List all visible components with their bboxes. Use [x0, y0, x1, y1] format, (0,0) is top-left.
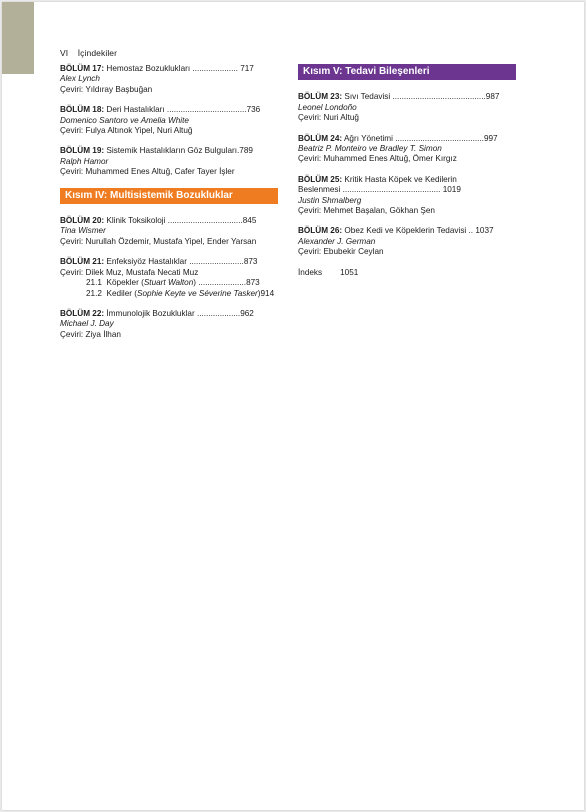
sub-entry-21-1: [60, 278, 280, 288]
sub-number: 21.2: [86, 288, 102, 298]
chapter-label: BÖLÜM 17:: [60, 64, 105, 73]
page-title: İçindekiler: [77, 48, 118, 58]
page-number: VI: [60, 48, 69, 58]
chapter-label: BÖLÜM 26:: [298, 226, 343, 236]
right-column: [298, 64, 518, 278]
index-page: 1051: [340, 267, 359, 277]
chapter-page: 789: [239, 146, 253, 156]
chapter-title: Sistemik Hastalıkların Göz Bulguları.: [106, 146, 240, 156]
chapter-label: BÖLÜM 23:: [298, 92, 343, 102]
chapter-author: Leonel Londoño: [298, 102, 357, 112]
chapter-label: BÖLÜM 24:: [298, 133, 343, 143]
chapter-title: Ağrı Yönetimi .......................................: [343, 133, 484, 143]
chapter-translation: Çeviri: Fulya Altınok Yipel, Nuri Altuğ: [60, 126, 193, 136]
chapter-title: Deri Hastalıkları ...................................: [106, 105, 247, 115]
chapter-translation: Çeviri: Dilek Muz, Mustafa Necati Muz: [60, 267, 199, 277]
chapter-page: 1037: [475, 226, 494, 236]
sub-author: Sophie Keyte ve Séverine Tasker: [137, 288, 258, 298]
toc-entry-22: [60, 309, 280, 340]
chapter-page: 873: [243, 257, 258, 267]
chapter-page: 962: [240, 308, 254, 318]
toc-entry-26: [298, 226, 518, 257]
sub-tail: ): [257, 288, 261, 298]
chapter-label: BÖLÜM 22:: [60, 308, 105, 318]
sub-number: 21.1: [86, 278, 102, 288]
chapter-author: Ralph Hamor: [60, 156, 109, 166]
chapter-title-continued: Beslenmesi ...........................................: [298, 185, 441, 195]
toc-entry-19: [60, 146, 280, 177]
toc-entry-23: [298, 92, 518, 123]
chapter-author: Alex Lynch: [60, 74, 100, 84]
chapter-page: 736: [246, 105, 261, 115]
sub-tail: ) .....................: [193, 278, 247, 288]
chapter-author: Beatriz P. Monteiro ve Bradley T. Simon: [298, 144, 442, 154]
left-column: [60, 64, 280, 350]
chapter-title: Kritik Hasta Köpek ve Kedilerin: [344, 174, 457, 184]
chapter-page: 717: [240, 64, 254, 73]
toc-entry-25: [298, 175, 518, 217]
chapter-author: Alexander J. German: [298, 236, 376, 246]
sub-entry-21-2: [60, 289, 280, 299]
chapter-title: Enfeksiyöz Hastalıklar ........................: [106, 257, 244, 267]
chapter-translation: Çeviri: Ebubekir Ceylan: [298, 247, 384, 257]
chapter-title: Sıvı Tedavisi .........................................: [344, 92, 486, 102]
chapter-title: İmmunolojik Bozukluklar ...................: [106, 308, 241, 318]
toc-entry-18: [60, 105, 280, 136]
sub-title: Köpekler (: [106, 278, 144, 288]
chapter-label: BÖLÜM 25:: [298, 174, 343, 184]
chapter-title: Hemostaz Bozuklukları ....................: [106, 64, 238, 73]
chapter-page: 987: [485, 92, 500, 102]
chapter-title: Klinik Toksikoloji .................................: [106, 216, 243, 226]
chapter-label: BÖLÜM 20:: [60, 216, 105, 226]
index-entry: [298, 268, 518, 278]
index-label: İndeks: [298, 267, 323, 277]
chapter-translation: Çeviri: Nuri Altuğ: [298, 113, 359, 123]
chapter-translation: Çeviri: Muhammed Enes Altuğ, Ömer Kırgız: [298, 154, 457, 164]
toc-entry-21: [60, 257, 280, 299]
chapter-page: 845: [242, 216, 257, 226]
document-page: [2, 2, 584, 810]
chapter-translation: Çeviri: Mehmet Başalan, Gökhan Şen: [298, 206, 435, 216]
sub-title: Kediler (: [106, 288, 137, 298]
chapter-translation: Çeviri: Nurullah Özdemir, Mustafa Yipel, Ender Yarsan: [60, 236, 257, 246]
sub-page: 873: [246, 278, 260, 288]
sub-page: 914: [260, 288, 275, 298]
chapter-author: Justin Shmalberg: [298, 195, 362, 205]
page-header: [60, 48, 117, 58]
chapter-translation: Çeviri: Muhammed Enes Altuğ, Cafer Tayer İşler: [60, 167, 235, 177]
chapter-label: BÖLÜM 18:: [60, 105, 105, 115]
chapter-translation: Çeviri: Yıldıray Başbuğan: [60, 84, 153, 94]
toc-entry-17: [60, 64, 280, 95]
corner-tab: [2, 2, 34, 74]
section-iv-heading: Kısım IV: Multisistemik Bozukluklar: [60, 188, 278, 204]
chapter-title: Obez Kedi ve Köpeklerin Tedavisi ..: [344, 226, 474, 236]
chapter-author: Michael J. Day: [60, 319, 114, 329]
chapter-translation: Çeviri: Ziya İlhan: [60, 329, 121, 339]
chapter-label: BÖLÜM 21:: [60, 257, 105, 267]
section-v-heading: Kısım V: Tedavi Bileşenleri: [298, 64, 516, 80]
chapter-label: BÖLÜM 19:: [60, 146, 105, 156]
toc-entry-20: [60, 216, 280, 247]
chapter-author: Tina Wismer: [60, 226, 106, 236]
toc-entry-24: [298, 134, 518, 165]
chapter-page: 997: [483, 133, 498, 143]
chapter-page: 1019: [442, 185, 461, 195]
sub-author: Stuart Walton: [143, 278, 194, 288]
chapter-author: Domenico Santoro ve Amelia White: [60, 115, 189, 125]
